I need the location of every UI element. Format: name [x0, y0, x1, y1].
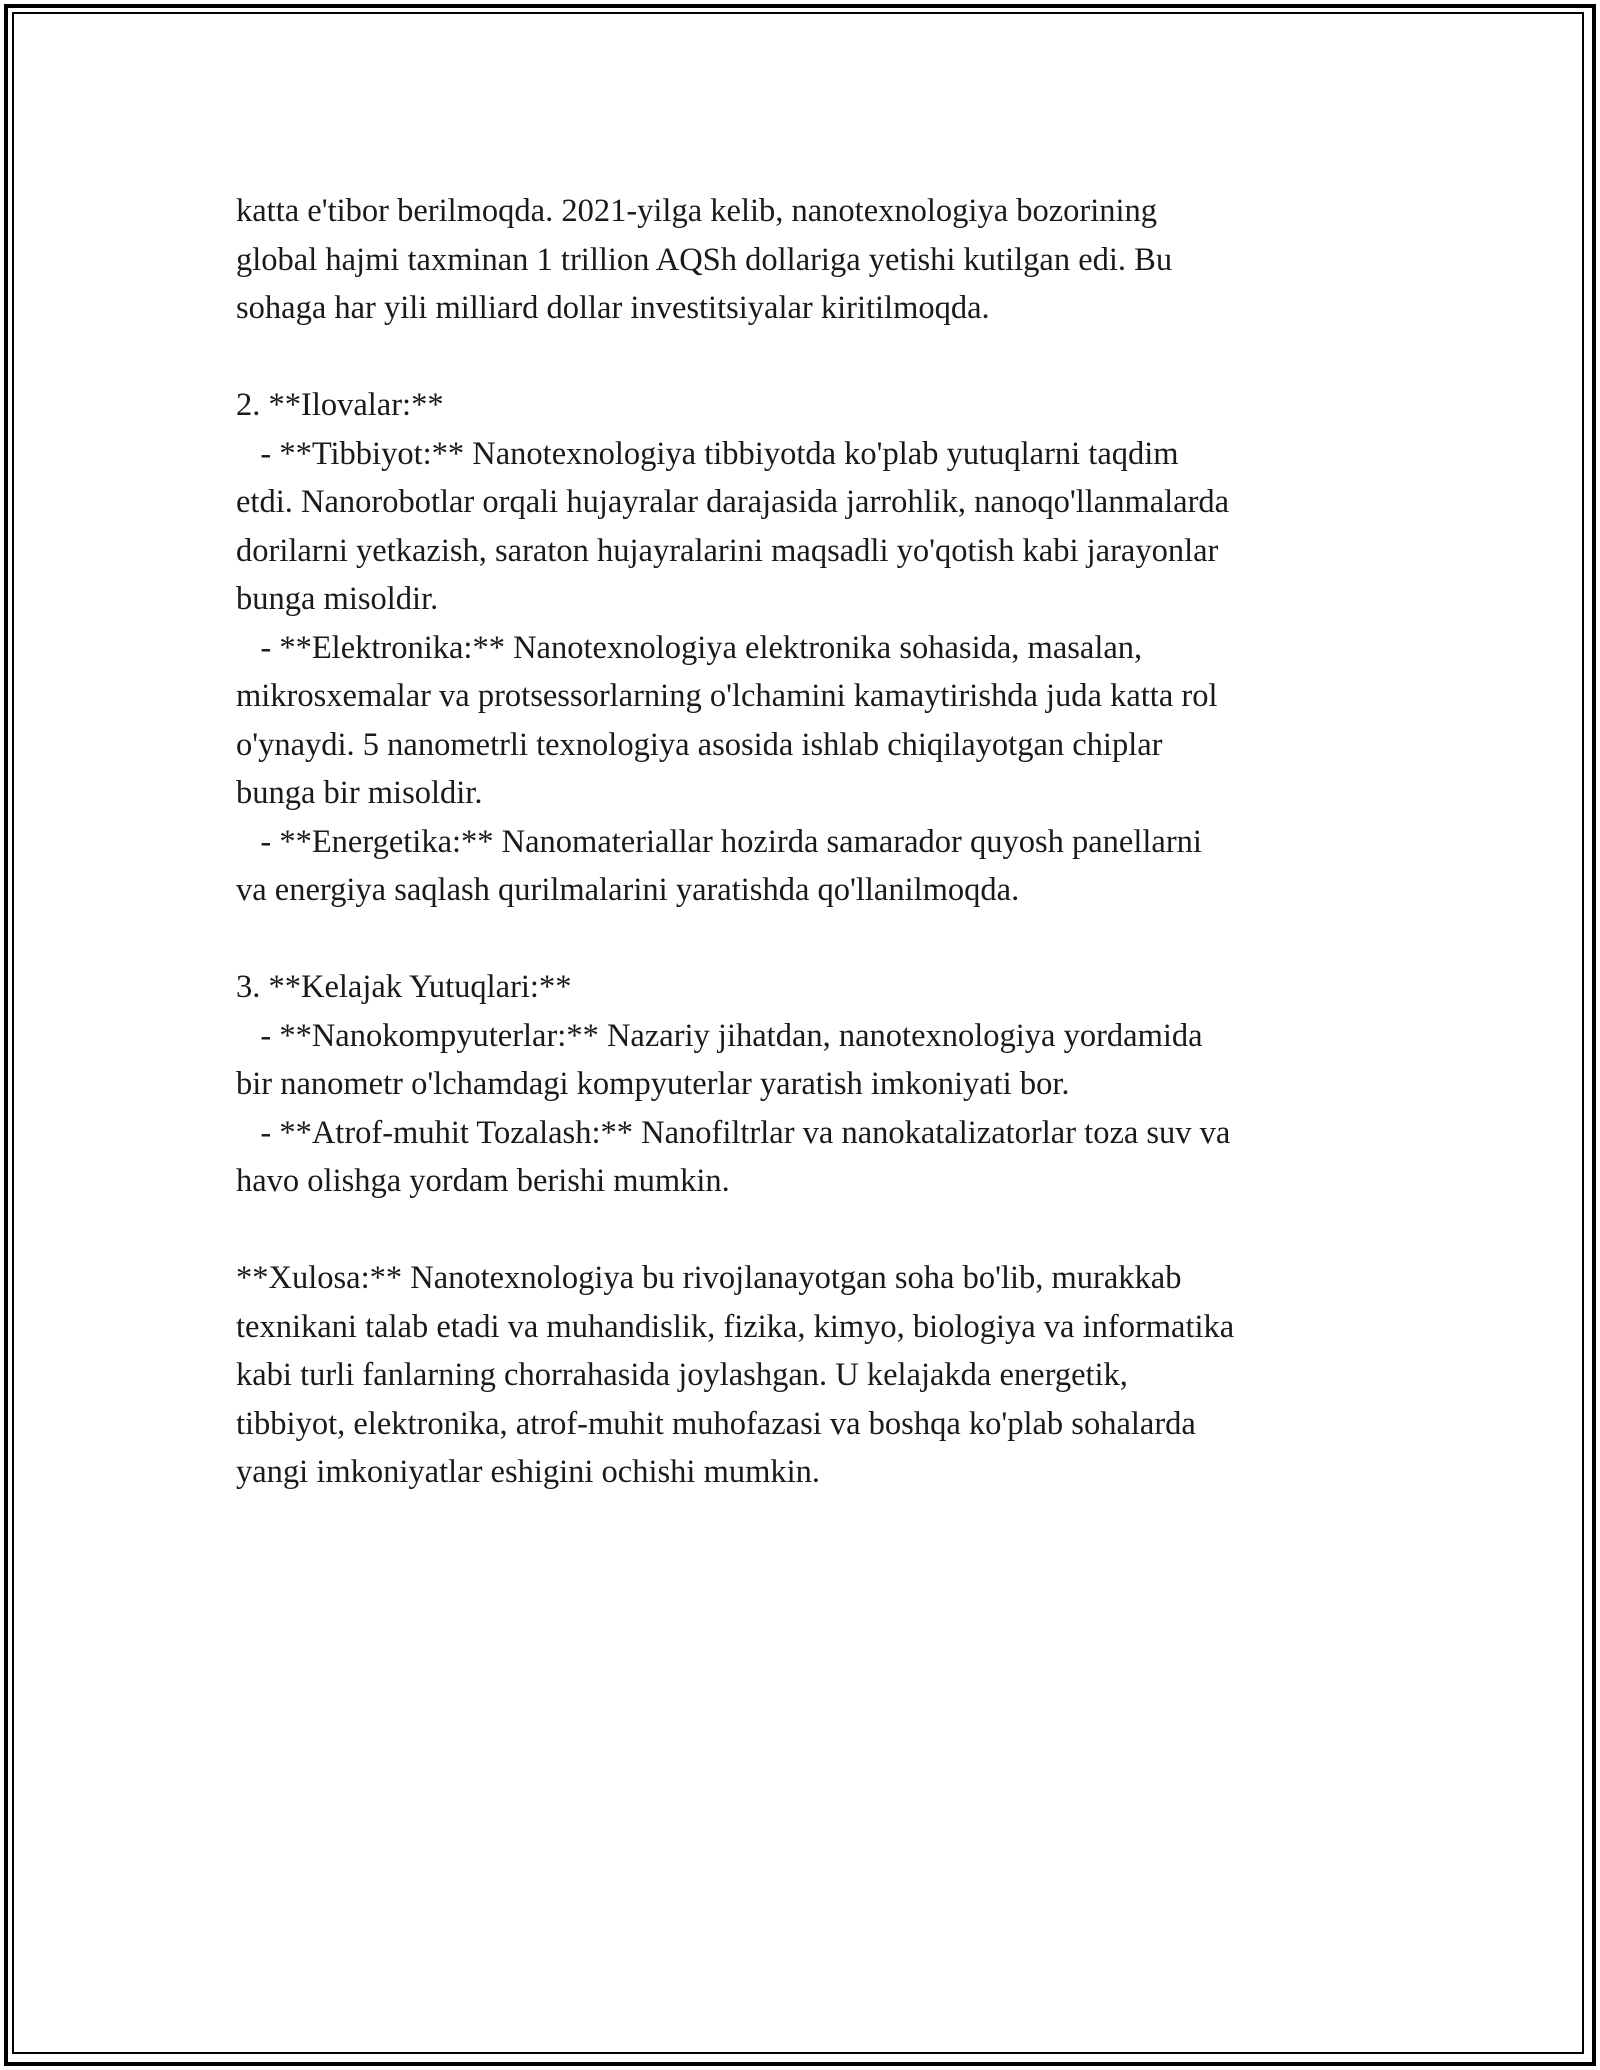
paragraph-gap [236, 915, 1416, 964]
section-ilovalar [236, 381, 1416, 915]
text-line: etdi. Nanorobotlar orqali hujayralar darajasida jarrohlik, nanoqo'llanmalarda [236, 484, 1230, 520]
text-line: tibbiyot, elektronika, atrof-muhit muhofazasi va boshqa ko'plab sohalarda [236, 1405, 1196, 1442]
document-body [236, 187, 1416, 1497]
text-line: bunga bir misoldir. [236, 775, 483, 811]
text-line: - **Atrof-muhit Tozalash:** Nanofiltrlar va nanokatalizatorlar toza suv va [236, 1114, 1231, 1151]
text-line: - **Nanokompyuterlar:** Nazariy jihatdan, nanotexnologiya yordamida [236, 1017, 1203, 1054]
text-line: bir nanometr o'lchamdagi kompyuterlar yaratish imkoniyati bor. [236, 1066, 1070, 1102]
text-line: o'ynaydi. 5 nanometrli texnologiya asosida ishlab chiqilayotgan chiplar [236, 726, 1163, 763]
text-line: yangi imkoniyatlar eshigini ochishi mumkin. [236, 1454, 821, 1490]
text-line: dorilarni yetkazish, saraton hujayralarini maqsadli yo'qotish kabi jarayonlar [236, 532, 1219, 569]
text-line: - **Tibbiyot:** Nanotexnologiya tibbiyotda ko'plab yutuqlarni taqdim [236, 435, 1179, 472]
text-line: kabi turli fanlarning chorrahasida joylashgan. U kelajakda energetik, [236, 1357, 1128, 1393]
text-line: va energiya saqlash qurilmalarini yaratishda qo'llanilmoqda. [236, 872, 1020, 908]
paragraph-gap [236, 333, 1416, 382]
text-line: global hajmi taxminan 1 trillion AQSh dollariga yetishi kutilgan edi. Bu [236, 241, 1173, 278]
text-line: havo olishga yordam berishi mumkin. [236, 1163, 730, 1199]
conclusion-paragraph [236, 1254, 1416, 1497]
section-kelajak-yutuqlari [236, 963, 1416, 1206]
text-line: katta e'tibor berilmoqda. 2021-yilga kelib, nanotexnologiya bozorining [236, 193, 1158, 229]
text-line: - **Energetika:** Nanomateriallar hozirda samarador quyosh panellarni [236, 823, 1202, 860]
text-line: **Xulosa:** Nanotexnologiya bu rivojlanayotgan soha bo'lib, murakkab [236, 1260, 1182, 1296]
text-line: texnikani talab etadi va muhandislik, fizika, kimyo, biologiya va informatika [236, 1308, 1235, 1345]
intro-paragraph [236, 187, 1416, 333]
paragraph-gap [236, 1206, 1416, 1255]
section-heading: 2. **Ilovalar:** [236, 387, 444, 423]
text-line: mikrosxemalar va protsessorlarning o'lchamini kamaytirishda juda katta rol [236, 678, 1218, 714]
text-line: bunga misoldir. [236, 581, 439, 617]
section-heading: 3. **Kelajak Yutuqlari:** [236, 969, 572, 1005]
text-line: - **Elektronika:** Nanotexnologiya elektronika sohasida, masalan, [236, 629, 1143, 666]
text-line: sohaga har yili milliard dollar investitsiyalar kiritilmoqda. [236, 290, 990, 326]
